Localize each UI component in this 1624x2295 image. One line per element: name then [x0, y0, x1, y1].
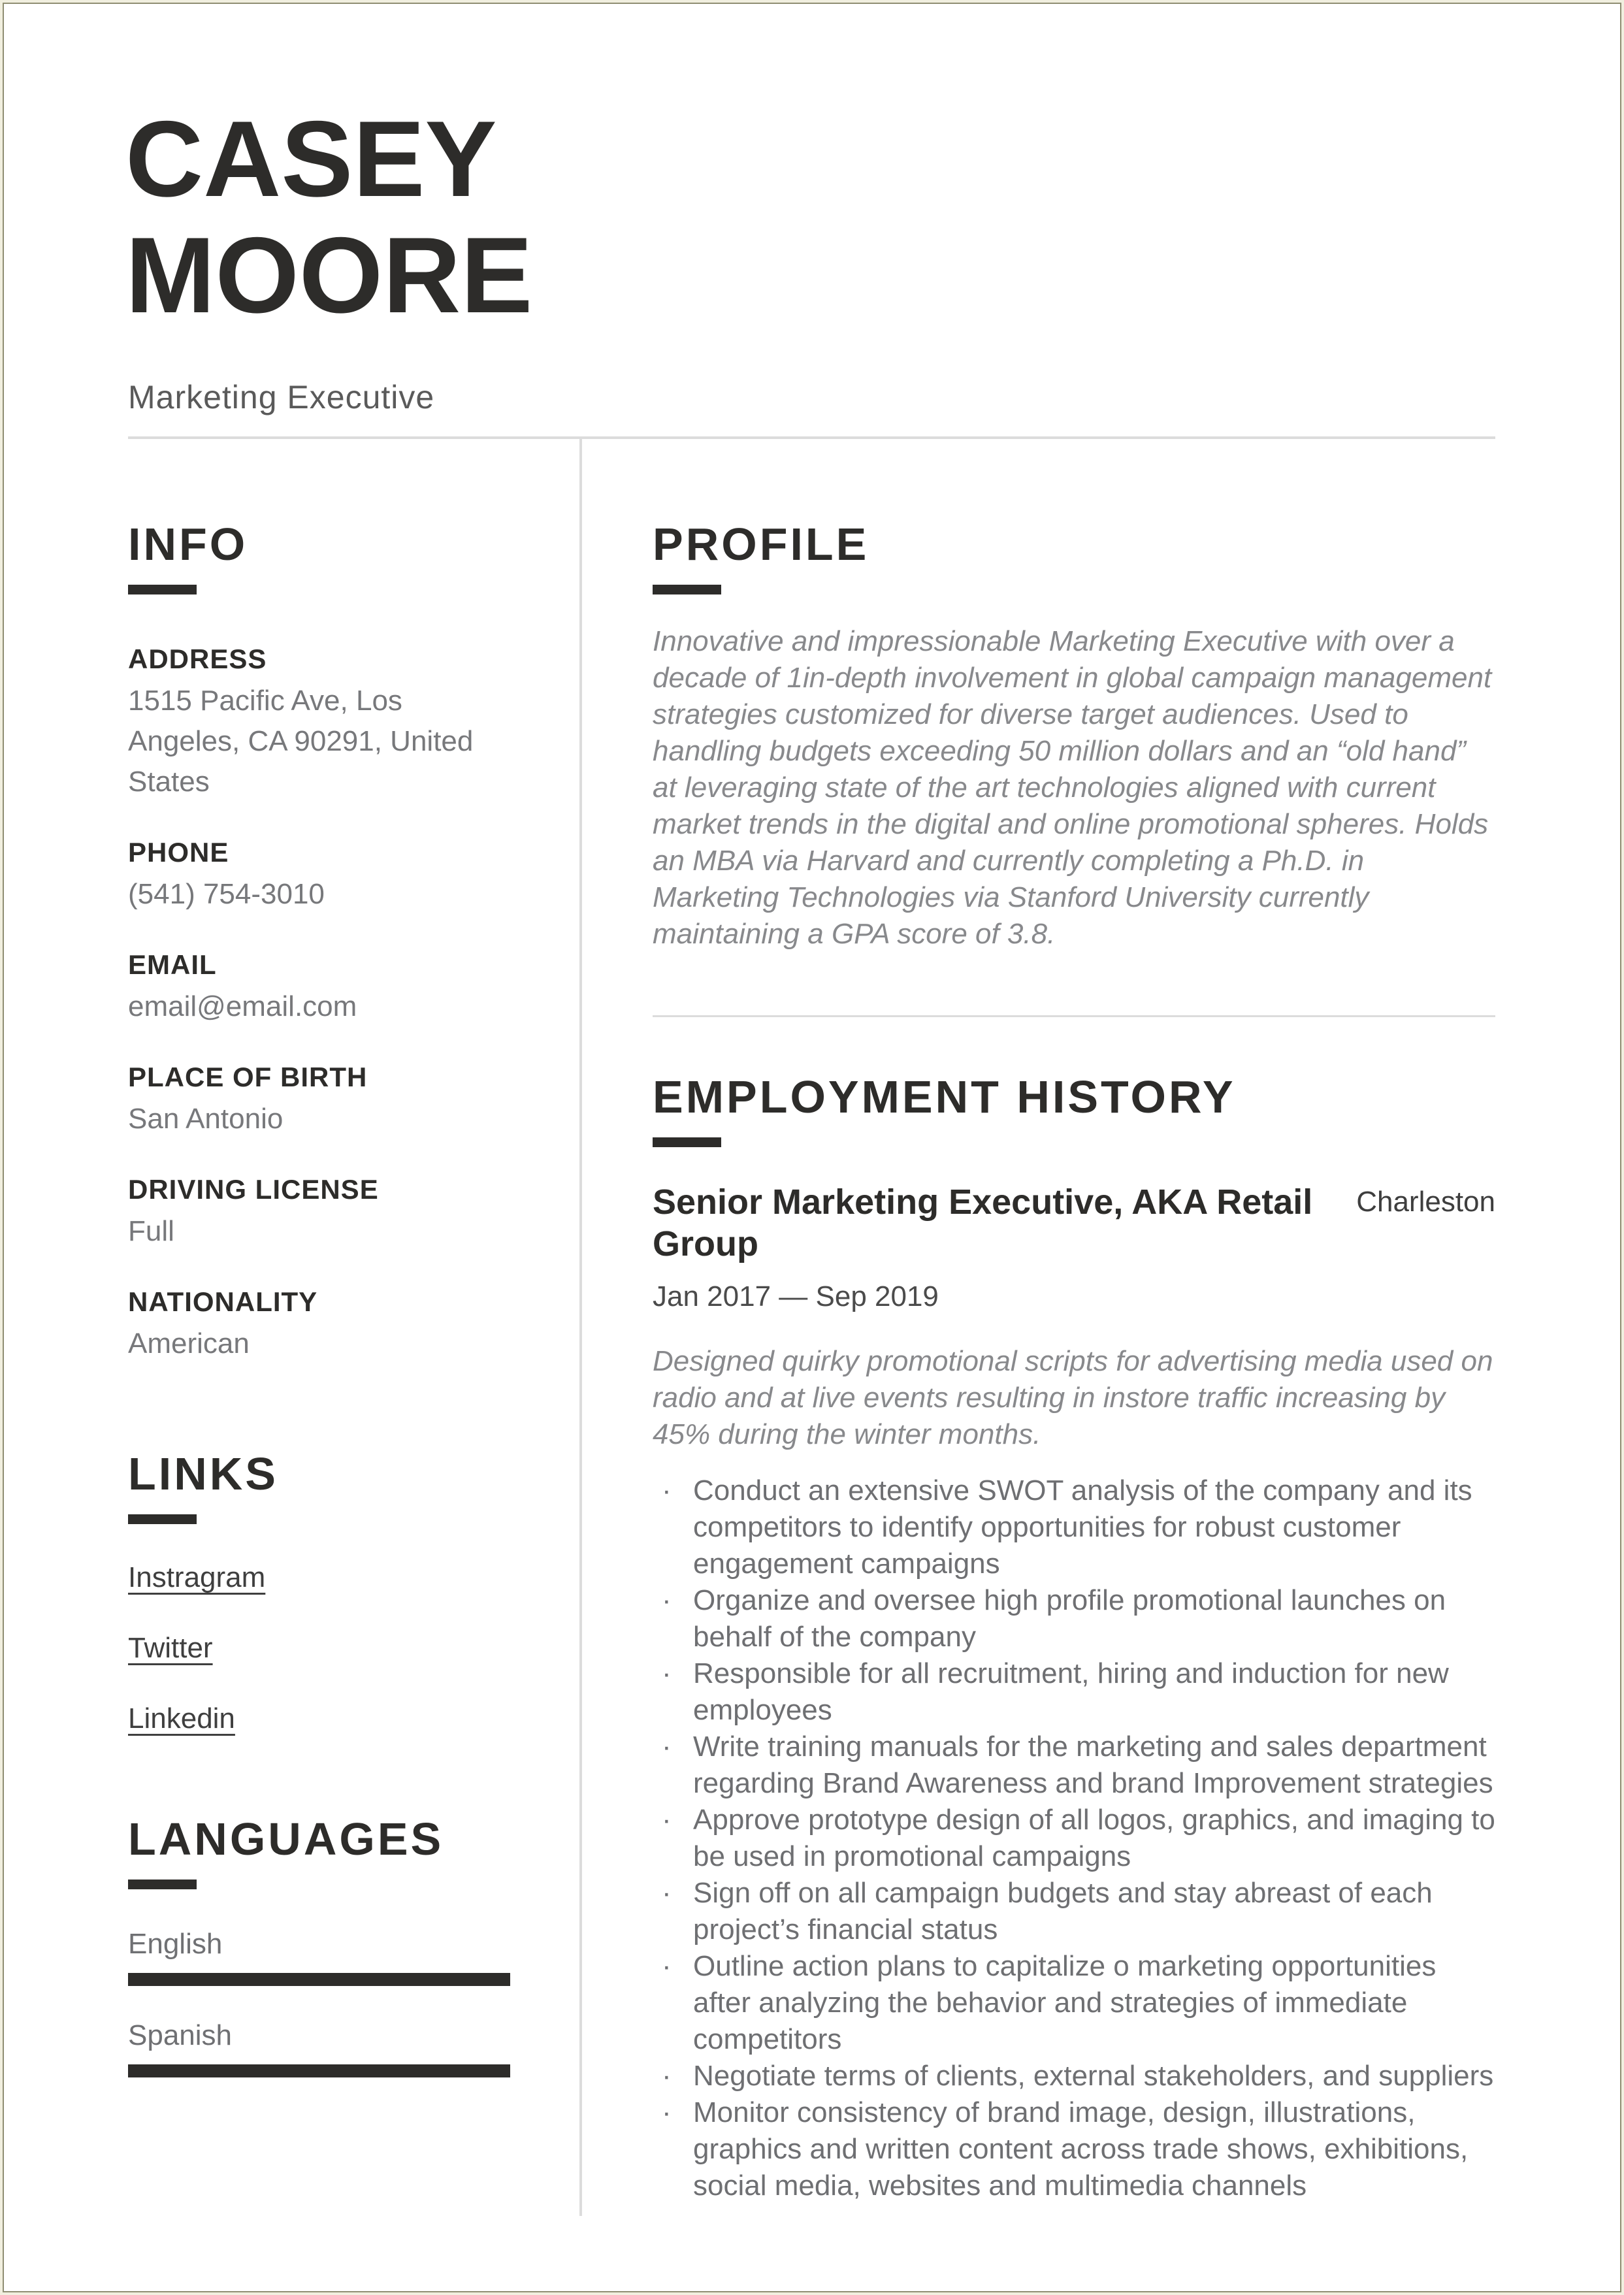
bullet-dot-icon: ·	[662, 1804, 672, 1836]
info-field-value: (541) 754-3010	[128, 878, 325, 910]
language-item	[128, 2017, 510, 2077]
info-field-value: email@email.com	[128, 990, 357, 1022]
languages-list	[128, 1926, 510, 2077]
social-link[interactable]: Twitter	[128, 1632, 213, 1664]
bullet-dot-icon: ·	[662, 1474, 672, 1506]
employment-heading: EMPLOYMENT HISTORY	[653, 1071, 1236, 1122]
bullet-text: Monitor consistency of brand image, design, illustrations, graphics and written content across trade shows, exhibitions, social media, websites and multimedia channels	[693, 2096, 1469, 2202]
bullet-text: Organize and oversee high profile promotional launches on behalf of the company	[693, 1584, 1446, 1653]
language-name: English	[128, 1928, 223, 1960]
languages-heading-underline	[128, 1880, 197, 1889]
info-heading: INFO	[128, 519, 248, 570]
job-bullet	[653, 2058, 1495, 2094]
info-field-value: American	[128, 1327, 250, 1359]
sidebar	[128, 439, 510, 2109]
language-level-track	[128, 1973, 510, 1986]
job-dates: Jan 2017 — Sep 2019	[653, 1280, 939, 1312]
job-bullet	[653, 1802, 1495, 1875]
links-heading-underline	[128, 1514, 197, 1524]
job-bullet	[653, 1729, 1495, 1802]
resume-page	[3, 3, 1621, 2292]
bullet-text: Outline action plans to capitalize o marketing opportunities after analyzing the behavior and strategies of immediate competitors	[693, 1950, 1437, 2055]
info-field	[128, 1057, 510, 1139]
job-location: Charleston	[1356, 1186, 1495, 1218]
language-item	[128, 1926, 510, 1986]
column-divider	[579, 438, 582, 2216]
person-job-title: Marketing Executive	[128, 379, 435, 415]
info-field	[128, 945, 510, 1027]
job-bullets	[653, 1473, 1495, 2204]
bullet-text: Approve prototype design of all logos, graphics, and imaging to be used in promotional campaigns	[693, 1804, 1495, 1872]
info-fields	[128, 639, 510, 1364]
info-field-label: PHONE	[128, 837, 229, 868]
job-bullet	[653, 2094, 1495, 2204]
language-level-track	[128, 2064, 510, 2077]
bullet-text: Negotiate terms of clients, external stakeholders, and suppliers	[693, 2060, 1494, 2092]
link-item	[128, 1701, 510, 1737]
job-summary: Designed quirky promotional scripts for advertising media used on radio and at live events resulting in instore traffic increasing by 45% during the winter months.	[653, 1345, 1493, 1450]
info-field	[128, 639, 510, 802]
links-heading: LINKS	[128, 1448, 278, 1499]
link-item	[128, 1630, 510, 1667]
job-bullet	[653, 1655, 1495, 1729]
bullet-dot-icon: ·	[662, 1731, 672, 1763]
job-entry	[653, 1181, 1495, 2204]
language-level-bar	[128, 1973, 510, 1986]
info-field-value: Full	[128, 1215, 174, 1247]
info-field-value: San Antonio	[128, 1103, 284, 1135]
links-list	[128, 1559, 510, 1737]
social-link[interactable]: Instragram	[128, 1561, 266, 1593]
info-field-label: ADDRESS	[128, 643, 267, 674]
bullet-text: Responsible for all recruitment, hiring and induction for new employees	[693, 1657, 1449, 1726]
bullet-dot-icon: ·	[662, 1657, 672, 1689]
jobs-list	[653, 1181, 1495, 2204]
info-field	[128, 1282, 510, 1364]
bullet-dot-icon: ·	[662, 1877, 672, 1909]
job-title: Senior Marketing Executive, AKA Retail Group	[653, 1182, 1313, 1263]
main-column	[653, 439, 1495, 2204]
language-name: Spanish	[128, 2019, 233, 2051]
bullet-dot-icon: ·	[662, 2096, 672, 2128]
employment-heading-underline	[653, 1137, 721, 1147]
info-field	[128, 1169, 510, 1252]
languages-heading: LANGUAGES	[128, 1814, 444, 1864]
info-field-label: PLACE OF BIRTH	[128, 1062, 368, 1092]
link-item	[128, 1559, 510, 1596]
profile-heading-underline	[653, 585, 721, 594]
job-bullet	[653, 1473, 1495, 1582]
section-divider	[653, 1015, 1495, 1017]
bullet-dot-icon: ·	[662, 1584, 672, 1616]
job-header	[653, 1181, 1495, 1265]
social-link[interactable]: Linkedin	[128, 1702, 235, 1734]
info-heading-underline	[128, 585, 197, 594]
person-name: CASEY MOORE	[125, 99, 533, 335]
bullet-dot-icon: ·	[662, 1950, 672, 1982]
job-bullet	[653, 1875, 1495, 1948]
info-field-label: EMAIL	[128, 949, 217, 980]
profile-heading: PROFILE	[653, 519, 869, 570]
job-bullet	[653, 1948, 1495, 2058]
bullet-text: Sign off on all campaign budgets and stay abreast of each project’s financial status	[693, 1877, 1433, 1945]
bullet-text: Conduct an extensive SWOT analysis of the company and its competitors to identify opportunities for robust customer engagement campaigns	[693, 1474, 1472, 1580]
info-field-label: NATIONALITY	[128, 1286, 318, 1317]
info-field-label: DRIVING LICENSE	[128, 1174, 379, 1205]
profile-text: Innovative and impressionable Marketing Executive with over a decade of 1in-depth involvement in global campaign management strategies customized for diverse target audiences. Used to handling budgets exceeding 50 million dollars and an “old hand” at leveraging state of the art technologies aligned with current market trends in the digital and online promotional spheres. Holds an MBA via Harvard and currently completing a Ph.D. in Marketing Technologies via Stanford University currently maintaining a GPA score of 3.8.	[653, 625, 1492, 950]
bullet-dot-icon: ·	[662, 2060, 672, 2092]
language-level-bar	[128, 2064, 510, 2077]
bullet-text: Write training manuals for the marketing and sales department regarding Brand Awareness and brand Improvement strategies	[693, 1731, 1493, 1799]
info-field	[128, 832, 510, 915]
info-field-value: 1515 Pacific Ave, Los Angeles, CA 90291, United States	[128, 685, 474, 798]
job-bullet	[653, 1582, 1495, 1655]
